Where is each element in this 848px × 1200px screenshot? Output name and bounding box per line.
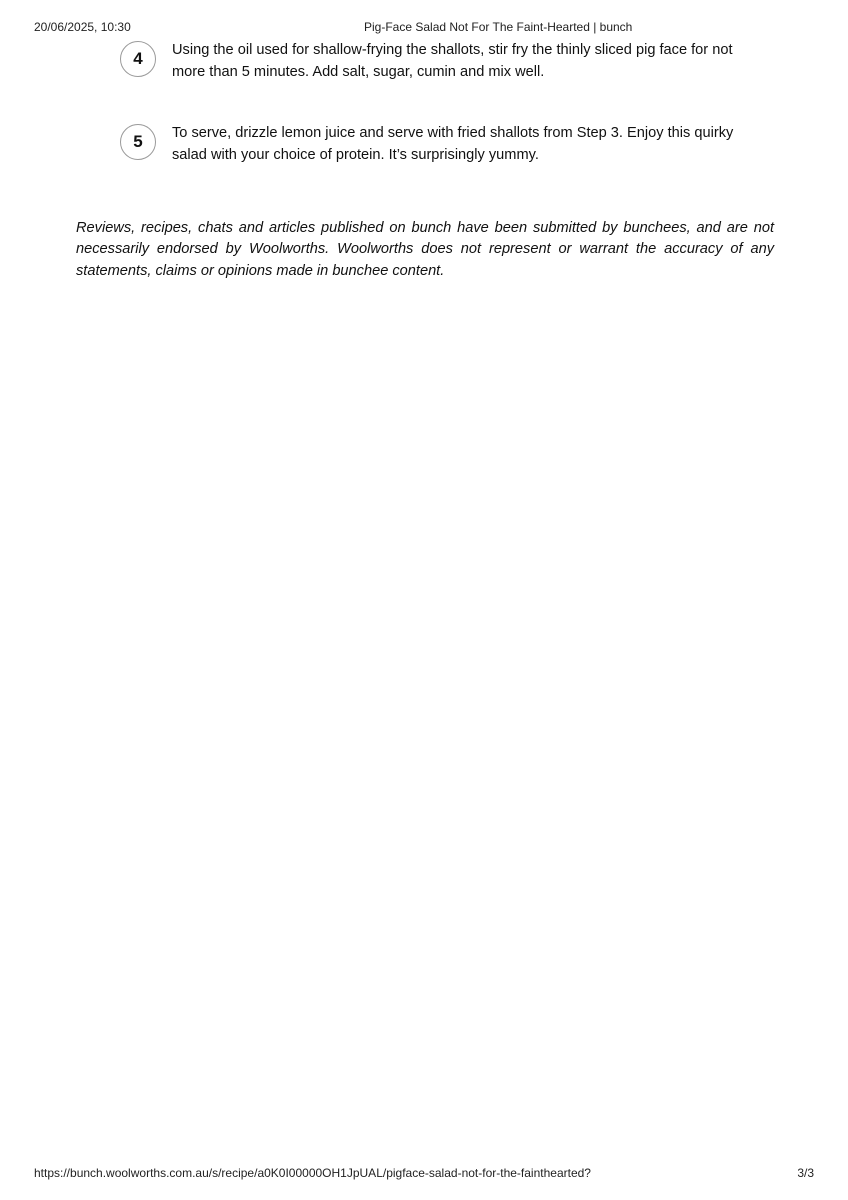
page-title: Pig-Face Salad Not For The Faint-Hearted | bunch (364, 20, 633, 34)
step-text: Using the oil used for shallow-frying the shallots, stir fry the thinly sliced pig face for not more than 5 minutes. Add salt, sugar, cumin and mix well. (172, 42, 733, 80)
disclaimer-text: Reviews, recipes, chats and articles published on bunch have been submitted by bunchees, and are not necessarily endorsed by Woolworths. Woolworths does not represent or warrant the accuracy of any statements, claims or opinions made in bunchee content. (76, 219, 774, 279)
page-url: https://bunch.woolworths.com.au/s/recipe/a0K0I00000OH1JpUAL/pigface-salad-not-for-the-fainthearted? (34, 1166, 591, 1180)
step-number-badge: 4 (120, 41, 156, 77)
print-datetime: 20/06/2025, 10:30 (34, 20, 131, 34)
print-footer (34, 1166, 814, 1182)
step-text: To serve, drizzle lemon juice and serve with fried shallots from Step 3. Enjoy this quirky salad with your choice of protein. It’s surprisingly yummy. (172, 125, 734, 163)
step-number-badge: 5 (120, 124, 156, 160)
page-number: 3/3 (797, 1166, 814, 1180)
print-header (34, 20, 814, 36)
